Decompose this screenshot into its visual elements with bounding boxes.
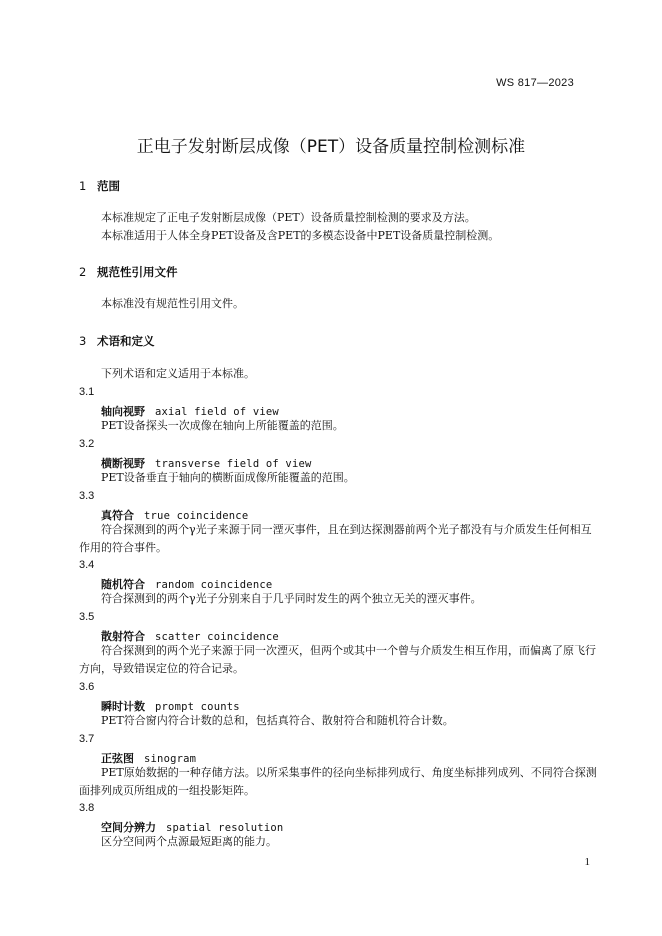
term-en: sinogram bbox=[144, 753, 197, 765]
clause-number: 3.7 bbox=[79, 733, 95, 745]
term-zh: 散射符合 bbox=[101, 630, 145, 643]
term-definition: PET符合窗内符合计数的总和，包括真符合、散射符合和随机符合计数。 bbox=[101, 714, 454, 727]
paragraph: 下列术语和定义适用于本标准。 bbox=[101, 367, 255, 380]
paragraph: 本标准规定了正电子发射断层成像（PET）设备质量控制检测的要求及方法。 bbox=[101, 211, 476, 224]
section-heading-terms bbox=[79, 333, 155, 349]
document-title: 正电子发射断层成像（PET）设备质量控制检测标准 bbox=[136, 137, 526, 157]
page-number: 1 bbox=[584, 856, 590, 868]
term-definition: 区分空间两个点源最短距离的能力。 bbox=[101, 835, 277, 848]
term-definition: PET原始数据的一种存储方法。以所采集事件的径向坐标排列成行、角度坐标排列成列、不同符合探测面排列成页所组成的一组投影矩阵。 bbox=[79, 766, 597, 797]
term-definition: 符合探测到的两个光子来源于同一次湮灭，但两个或其中一个曾与介质发生相互作用，而偏离了原飞行方向，导致错误定位的符合记录。 bbox=[79, 644, 596, 675]
clause-number: 3.5 bbox=[79, 611, 95, 623]
clause-number: 3.6 bbox=[79, 681, 95, 693]
section-title: 范围 bbox=[97, 179, 120, 193]
term-zh: 真符合 bbox=[101, 509, 134, 522]
term-zh: 随机符合 bbox=[101, 578, 145, 591]
term-en: axial field of view bbox=[155, 406, 279, 418]
section-number: 2 bbox=[79, 265, 87, 279]
paragraph: 本标准没有规范性引用文件。 bbox=[101, 297, 244, 310]
term-zh: 横断视野 bbox=[101, 457, 145, 470]
term-en: spatial resolution bbox=[166, 822, 284, 834]
section-heading-normative-references bbox=[79, 264, 178, 280]
section-title: 术语和定义 bbox=[97, 334, 155, 348]
paragraph: 本标准适用于人体全身PET设备及含PET的多模态设备中PET设备质量控制检测。 bbox=[101, 229, 500, 242]
term-en: prompt counts bbox=[155, 701, 240, 713]
section-number: 1 bbox=[79, 179, 87, 193]
term-definition: PET设备探头一次成像在轴向上所能覆盖的范围。 bbox=[101, 419, 344, 432]
term-zh: 瞬时计数 bbox=[101, 700, 145, 713]
standard-number: WS 817—2023 bbox=[496, 77, 574, 89]
term-zh: 正弦图 bbox=[101, 752, 134, 765]
term-en: true coincidence bbox=[144, 510, 249, 522]
clause-number: 3.8 bbox=[79, 802, 95, 814]
term-zh: 轴向视野 bbox=[101, 405, 145, 418]
section-title: 规范性引用文件 bbox=[97, 265, 178, 279]
clause-number: 3.2 bbox=[79, 438, 95, 450]
section-number: 3 bbox=[79, 334, 87, 348]
term-definition: 符合探测到的两个γ光子分别来自于几乎同时发生的两个独立无关的湮灭事件。 bbox=[101, 592, 482, 605]
clause-number: 3.4 bbox=[79, 559, 95, 571]
clause-number: 3.1 bbox=[79, 386, 95, 398]
term-en: scatter coincidence bbox=[155, 631, 279, 643]
term-definition: 符合探测到的两个γ光子来源于同一湮灭事件，且在到达探测器前两个光子都没有与介质发生任何相互作用的符合事件。 bbox=[79, 523, 592, 554]
term-zh: 空间分辨力 bbox=[101, 821, 156, 834]
clause-number: 3.3 bbox=[79, 490, 95, 502]
section-heading-scope bbox=[79, 178, 120, 194]
term-en: random coincidence bbox=[155, 579, 273, 591]
term-definition: PET设备垂直于轴向的横断面成像所能覆盖的范围。 bbox=[101, 471, 355, 484]
term-en: transverse field of view bbox=[155, 458, 312, 470]
